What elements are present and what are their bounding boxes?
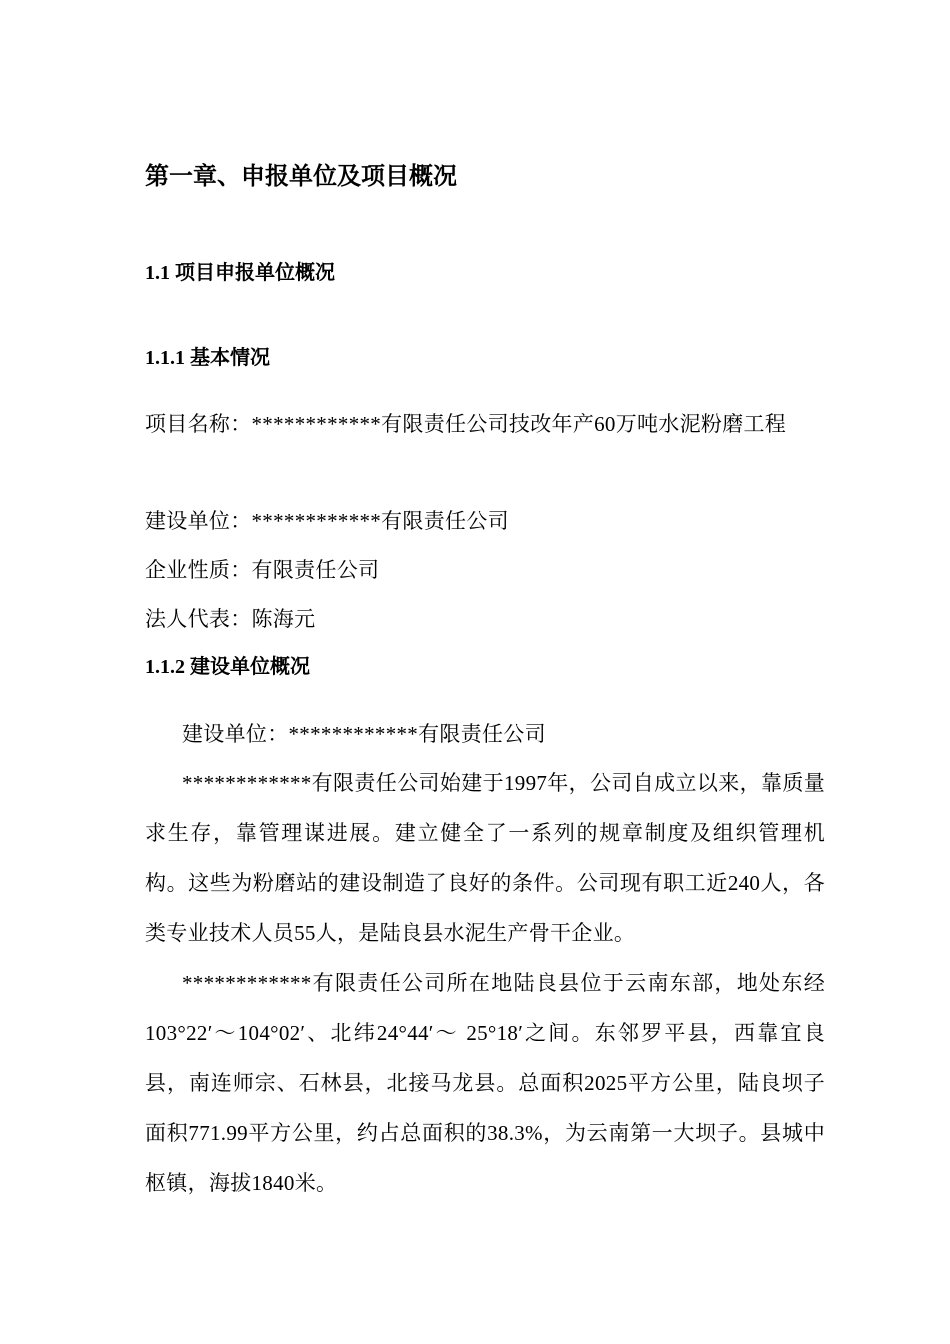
company-history-paragraph: ************有限责任公司始建于1997年，公司自成立以来，靠质量求生存，靠管理谋进展。建立健全了一系列的规章制度及组织管理机构。这些为粉磨站的建设制造了良好的条件。公司现有职工近240人，各类专业技术人员55人，是陆良县水泥生产骨干企业。 — [145, 771, 825, 945]
section-heading-1-1: 1.1 项目申报单位概况 — [145, 262, 335, 284]
chapter-title: 第一章、申报单位及项目概况 — [145, 164, 457, 190]
legal-representative-line: 法人代表：陈海元 — [145, 607, 316, 631]
builder-line: 建设单位：************有限责任公司 — [145, 509, 509, 533]
overview-builder-line: 建设单位：************有限责任公司 — [182, 722, 546, 746]
project-name-line: 项目名称：************有限责任公司技改年产60万吨水泥粉磨工程 — [145, 412, 787, 436]
section-heading-1-1-2: 1.1.2 建设单位概况 — [145, 656, 310, 678]
location-paragraph: ************有限责任公司所在地陆良县位于云南东部，地处东经103°22′～104°02′、北纬24°44′～ 25°18′之间。东邻罗平县，西靠宜良县，南连师宗、石林县，北接马龙县。总面积2025平方公里，陆良坝子面积771.99平方公里，约占总面积的38.3%，为云南第一大坝子。县城中枢镇，海拔1840米。 — [145, 971, 825, 1195]
section-heading-1-1-1: 1.1.1 基本情况 — [145, 347, 270, 369]
enterprise-nature-line: 企业性质：有限责任公司 — [145, 558, 380, 582]
